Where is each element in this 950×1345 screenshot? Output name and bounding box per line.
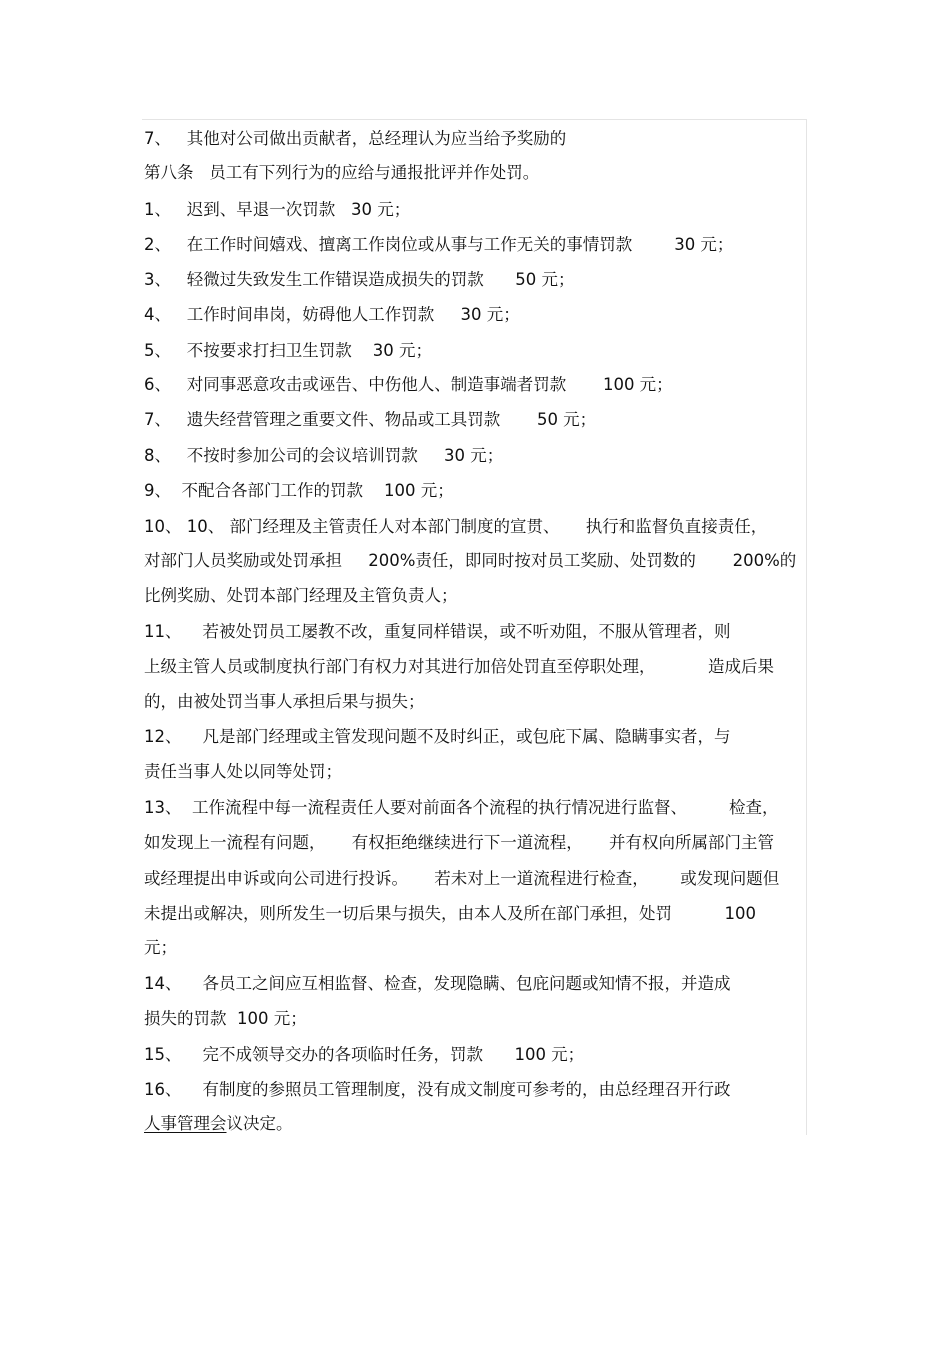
document-line: 如发现上一流程有问题， 有权拒绝继续进行下一道流程， 并有权向所属部门主管 — [144, 833, 774, 852]
document-line-final — [144, 1109, 806, 1139]
document-line: 1、 迟到、早退一次罚款 30 元； — [144, 200, 411, 219]
document-line: 13、 工作流程中每一流程责任人要对前面各个流程的执行情况进行监督、 检查， — [144, 798, 779, 817]
document-line: 11、 若被处罚员工屡教不改，重复同样错误，或不听劝阻，不服从管理者，则 — [144, 622, 731, 641]
document-line: 12、 凡是部门经理或主管发现问题不及时纠正，或包庇下属、隐瞒事实者，与 — [144, 727, 731, 746]
document-line: 15、 完不成领导交办的各项临时任务，罚款 100 元； — [144, 1045, 585, 1064]
document-line: 对部门人员奖励或处罚承担 200%责任，即同时按对员工奖励、处罚数的 200%的 — [144, 551, 797, 570]
document-line: 损失的罚款 100 元； — [144, 1009, 307, 1028]
document-line: 4、 工作时间串岗，妨碍他人工作罚款 30 元； — [144, 305, 520, 324]
section-heading: 第八条 员工有下列行为的应给与通报批评并作处罚。 — [144, 163, 540, 182]
document-line: 未提出或解决，则所发生一切后果与损失，由本人及所在部门承担，处罚 100 — [144, 904, 756, 923]
document-line: 14、 各员工之间应互相监督、检查，发现隐瞒、包庇问题或知情不报，并造成 — [144, 974, 731, 993]
document-line: 7、 遗失经营管理之重要文件、物品或工具罚款 50 元； — [144, 410, 597, 429]
document-line: 6、 对同事恶意攻击或诬告、中伤他人、制造事端者罚款 100 元； — [144, 375, 673, 394]
document-line: 的，由被处罚当事人承担后果与损失； — [144, 692, 425, 711]
document-line: 8、 不按时参加公司的会议培训罚款 30 元； — [144, 446, 504, 465]
underlined-text: 人事管理会 — [144, 1114, 227, 1133]
document-line: 元； — [144, 938, 177, 957]
document-line: 责任当事人处以同等处罚； — [144, 762, 342, 781]
document-line: 上级主管人员或制度执行部门有权力对其进行加倍处罚直至停职处理， 造成后果 — [144, 657, 774, 676]
document-line: 2、 在工作时间嬉戏、擅离工作岗位或从事与工作无关的事情罚款 30 元； — [144, 235, 734, 254]
document-line: 5、 不按要求打扫卫生罚款 30 元； — [144, 341, 432, 360]
document-line: 10、 10、 部门经理及主管责任人对本部门制度的宣贯、 执行和监督负直接责任， — [144, 517, 768, 536]
final-line-text: 议决定。 — [226, 1114, 293, 1133]
document-line: 比例奖励、处罚本部门经理及主管负责人； — [144, 586, 458, 605]
document-line: 或经理提出申诉或向公司进行投诉。 若未对上一道流程进行检查， 或发现问题但 — [144, 869, 780, 888]
document-line: 3、 轻微过失致发生工作错误造成损失的罚款 50 元； — [144, 270, 575, 289]
document-line: 16、 有制度的参照员工管理制度，没有成文制度可参考的，由总经理召开行政 — [144, 1080, 731, 1099]
document-line: 7、 其他对公司做出贡献者，总经理认为应当给予奖励的 — [144, 129, 567, 148]
document-line: 9、 不配合各部门工作的罚款 100 元； — [144, 481, 454, 500]
